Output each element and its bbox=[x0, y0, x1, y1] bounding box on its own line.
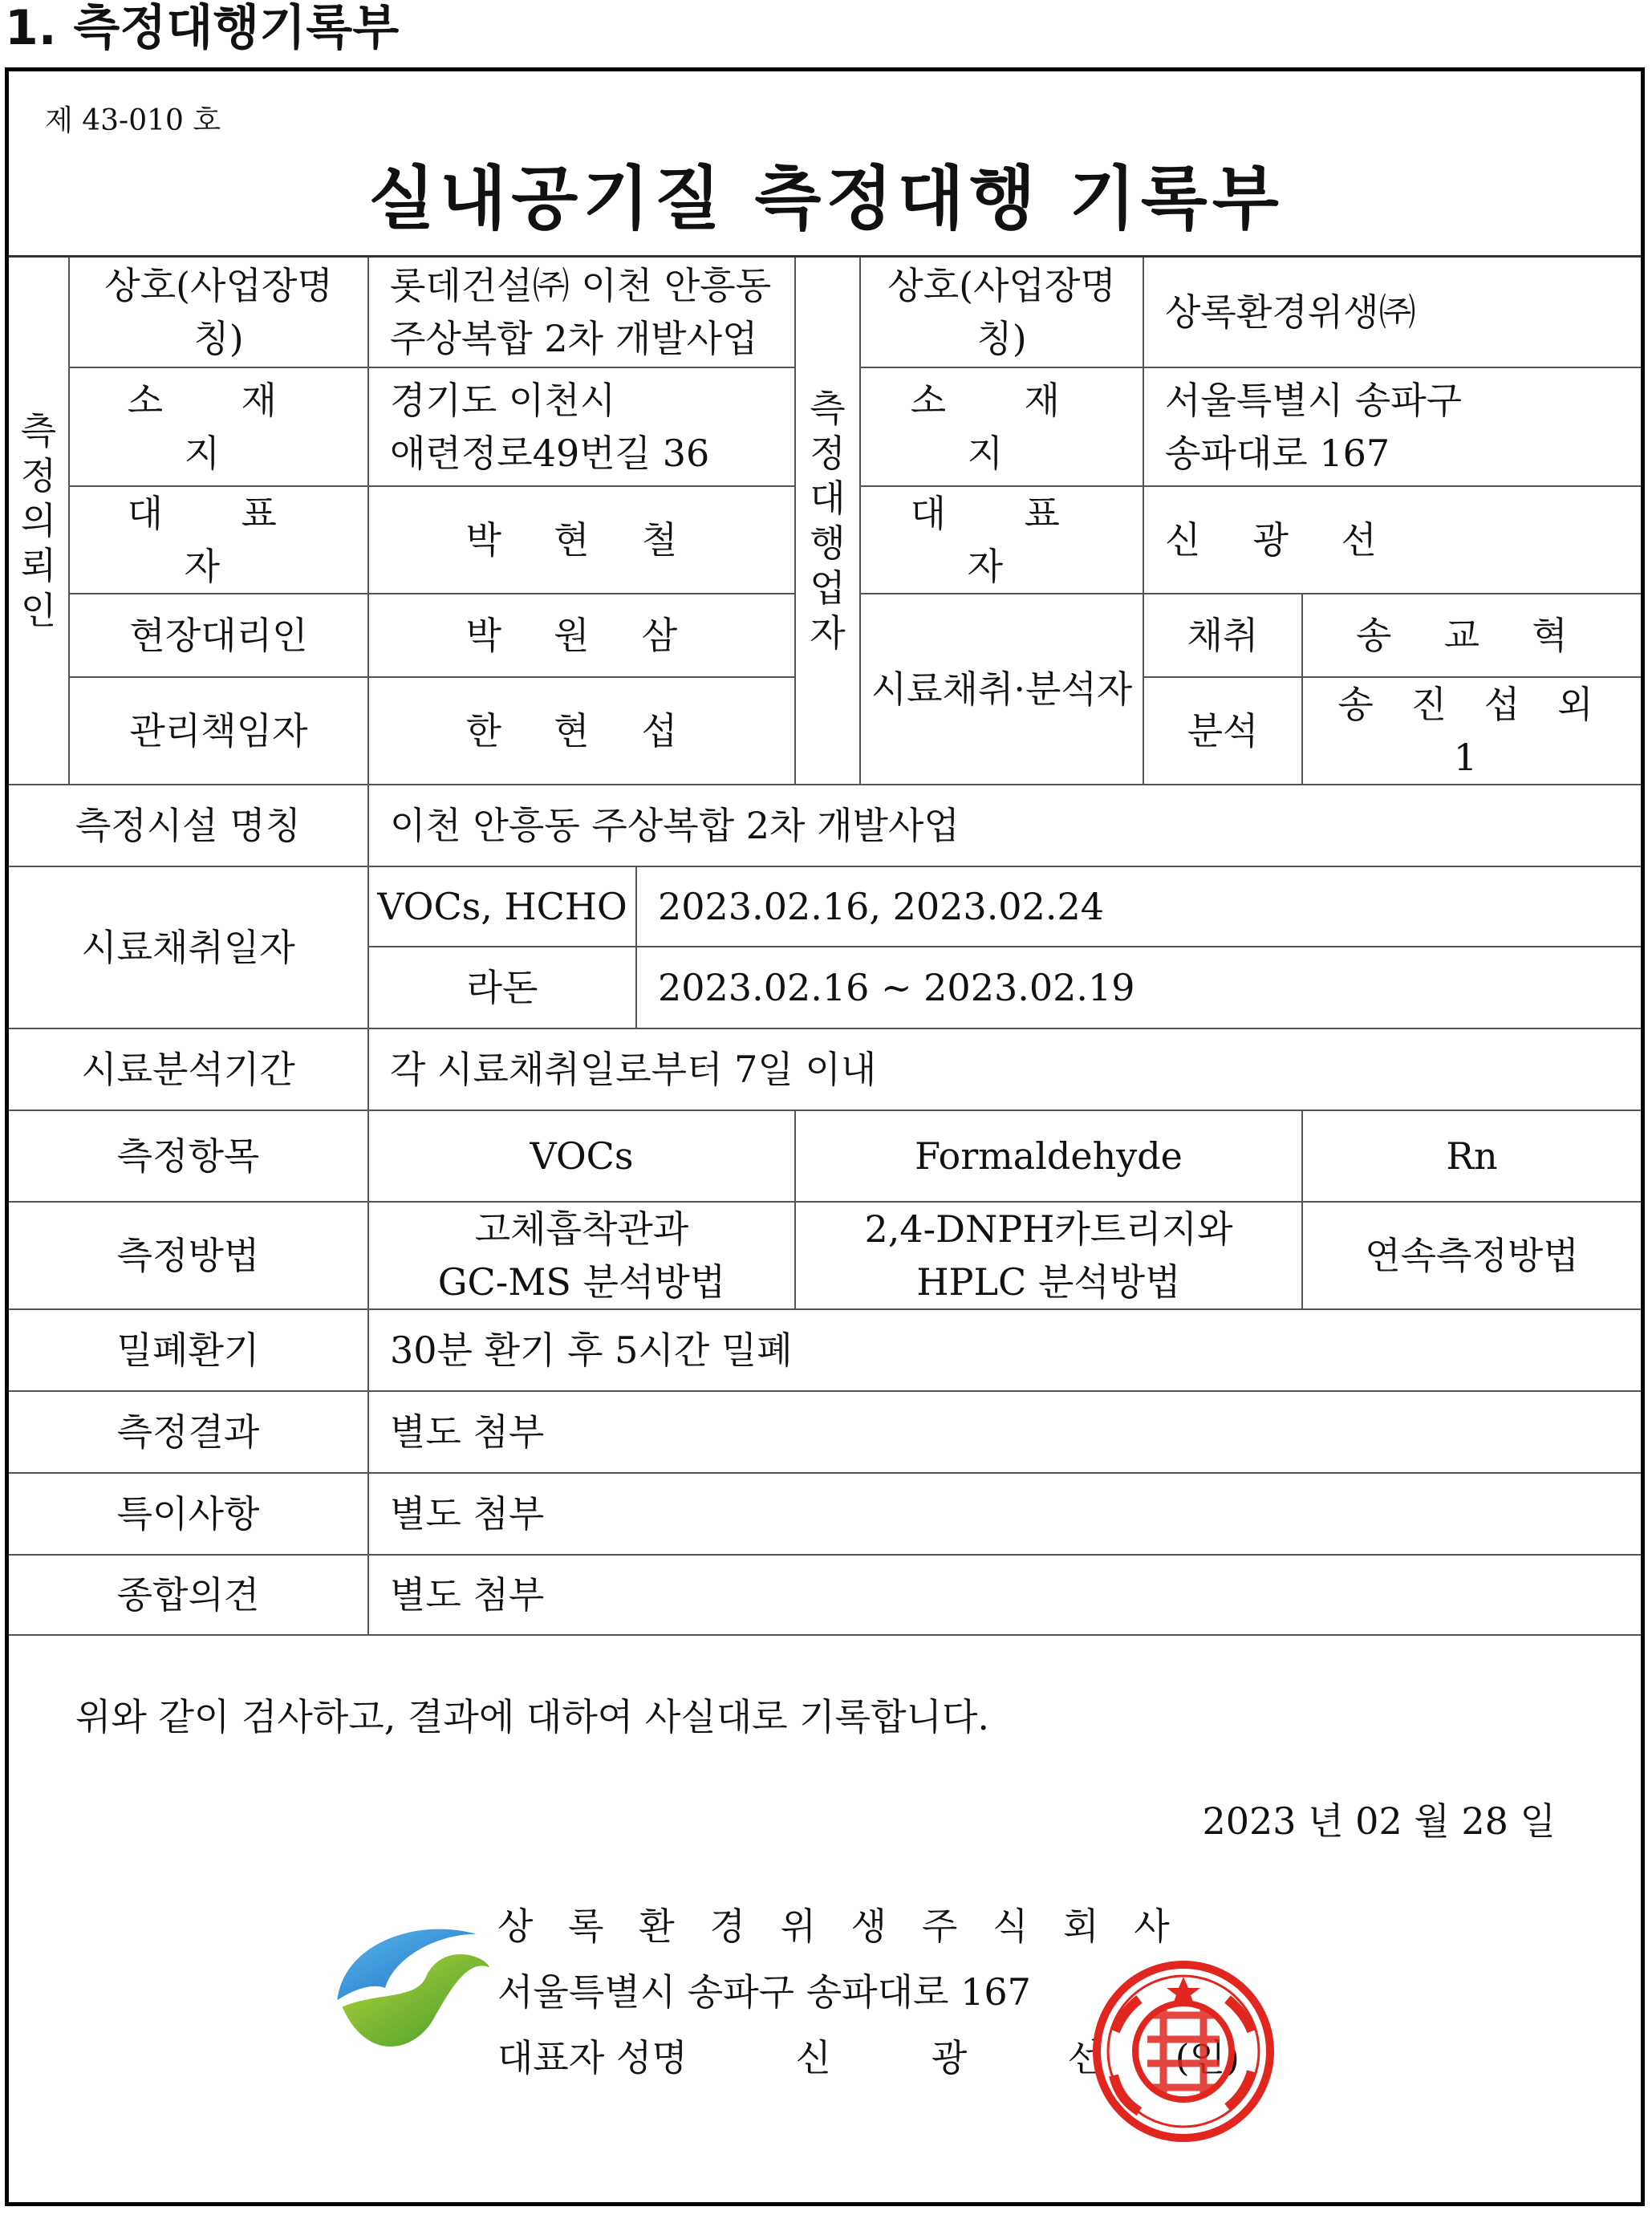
row-analysis-period bbox=[9, 1028, 1641, 1110]
notes-label: 특이사항 bbox=[9, 1473, 368, 1555]
agency-analysis-label: 분석 bbox=[1143, 677, 1302, 785]
analysis-period-label: 시료분석기간 bbox=[9, 1028, 368, 1110]
facility-value: 이천 안흥동 주상복합 2차 개발사업 bbox=[368, 785, 1641, 866]
row-sampling-date-1 bbox=[9, 866, 1641, 947]
ventilation-value: 30분 환기 후 5시간 밀폐 bbox=[368, 1309, 1641, 1391]
record-table bbox=[9, 255, 1641, 1636]
result-label: 측정결과 bbox=[9, 1391, 368, 1473]
item-vocs: VOCs bbox=[368, 1110, 795, 1202]
requester-company-label: 상호(사업장명칭) bbox=[69, 257, 368, 367]
row-items bbox=[9, 1110, 1641, 1202]
company-logo-icon bbox=[327, 1909, 493, 2075]
sampling-date-label: 시료채취일자 bbox=[9, 866, 368, 1028]
item-formaldehyde: Formaldehyde bbox=[795, 1110, 1302, 1202]
agency-company-value: 상록환경위생㈜ bbox=[1143, 257, 1641, 367]
analysis-period-value: 각 시료채취일로부터 7일 이내 bbox=[368, 1028, 1641, 1110]
sampling-item-1: VOCs, HCHO bbox=[368, 866, 636, 947]
row-methods bbox=[9, 1202, 1641, 1309]
row-opinion bbox=[9, 1555, 1641, 1635]
requester-group-label: 측 정 의 뢰 인 bbox=[9, 257, 69, 785]
signer-rep-label: 대표자 성명 bbox=[497, 2036, 688, 2079]
ventilation-label: 밀폐환기 bbox=[9, 1309, 368, 1391]
requester-manager-value: 한 현 섭 bbox=[368, 677, 795, 785]
requester-agent-label: 현장대리인 bbox=[69, 594, 368, 677]
items-label: 측정항목 bbox=[9, 1110, 368, 1202]
signer-company: 상록환경위생주식회사 bbox=[497, 1905, 1205, 1948]
signer-rep-name: 신 광 선 bbox=[795, 2036, 1147, 2079]
method-formaldehyde: 2,4-DNPH카트리지와 HPLC 분석방법 bbox=[795, 1202, 1302, 1309]
row-result bbox=[9, 1391, 1641, 1473]
row-company bbox=[9, 257, 1641, 367]
document-date: 2023 년 02 월 28 일 bbox=[1202, 1799, 1556, 1843]
agency-location-value: 서울특별시 송파구 송파대로 167 bbox=[1143, 367, 1641, 486]
row-facility bbox=[9, 785, 1641, 866]
section-heading: 1. 측정대행기록부 bbox=[5, 0, 400, 56]
facility-label: 측정시설 명칭 bbox=[9, 785, 368, 866]
signer-seal-mark: (인) bbox=[1175, 2036, 1240, 2079]
requester-agent-value: 박 원 삼 bbox=[368, 594, 795, 677]
document-title: 실내공기질 측정대행 기록부 bbox=[368, 159, 1284, 239]
requester-rep-value: 박 현 철 bbox=[368, 486, 795, 594]
agency-analysis-value: 송 진 섭 외 1 bbox=[1302, 677, 1641, 785]
row-ventilation bbox=[9, 1309, 1641, 1391]
requester-manager-label: 관리책임자 bbox=[69, 677, 368, 785]
signer-address: 서울특별시 송파구 송파대로 167 bbox=[497, 1970, 1031, 2014]
sampling-item-2: 라돈 bbox=[368, 947, 636, 1028]
sampling-value-2: 2023.02.16 ~ 2023.02.19 bbox=[636, 947, 1641, 1028]
agency-group-label: 측 정 대 행 업 자 bbox=[795, 257, 860, 785]
method-rn: 연속측정방법 bbox=[1302, 1202, 1641, 1309]
opinion-value: 별도 첨부 bbox=[368, 1555, 1641, 1635]
requester-location-value: 경기도 이천시 애련정로49번길 36 bbox=[368, 367, 795, 486]
agency-sampling-value: 송 교 혁 bbox=[1302, 594, 1641, 677]
agency-company-label: 상호(사업장명칭) bbox=[860, 257, 1143, 367]
agency-rep-label: 대 표 자 bbox=[860, 486, 1143, 594]
result-value: 별도 첨부 bbox=[368, 1391, 1641, 1473]
doc-number: 제 43-010 호 bbox=[45, 104, 221, 137]
agency-sampler-label: 시료채취·분석자 bbox=[860, 594, 1143, 785]
requester-company-value: 롯데건설㈜ 이천 안흥동 주상복합 2차 개발사업 bbox=[368, 257, 795, 367]
company-seal-icon bbox=[1091, 1959, 1276, 2144]
method-vocs: 고체흡착관과 GC-MS 분석방법 bbox=[368, 1202, 795, 1309]
agency-location-label: 소 재 지 bbox=[860, 367, 1143, 486]
item-rn: Rn bbox=[1302, 1110, 1641, 1202]
declaration-text: 위와 같이 검사하고, 결과에 대하여 사실대로 기록합니다. bbox=[75, 1695, 990, 1738]
requester-location-label: 소 재 지 bbox=[69, 367, 368, 486]
notes-value: 별도 첨부 bbox=[368, 1473, 1641, 1555]
agency-sampling-label: 채취 bbox=[1143, 594, 1302, 677]
row-notes bbox=[9, 1473, 1641, 1555]
opinion-label: 종합의견 bbox=[9, 1555, 368, 1635]
requester-rep-label: 대 표 자 bbox=[69, 486, 368, 594]
sampling-value-1: 2023.02.16, 2023.02.24 bbox=[636, 866, 1641, 947]
methods-label: 측정방법 bbox=[9, 1202, 368, 1309]
agency-rep-value: 신 광 선 bbox=[1143, 486, 1641, 594]
